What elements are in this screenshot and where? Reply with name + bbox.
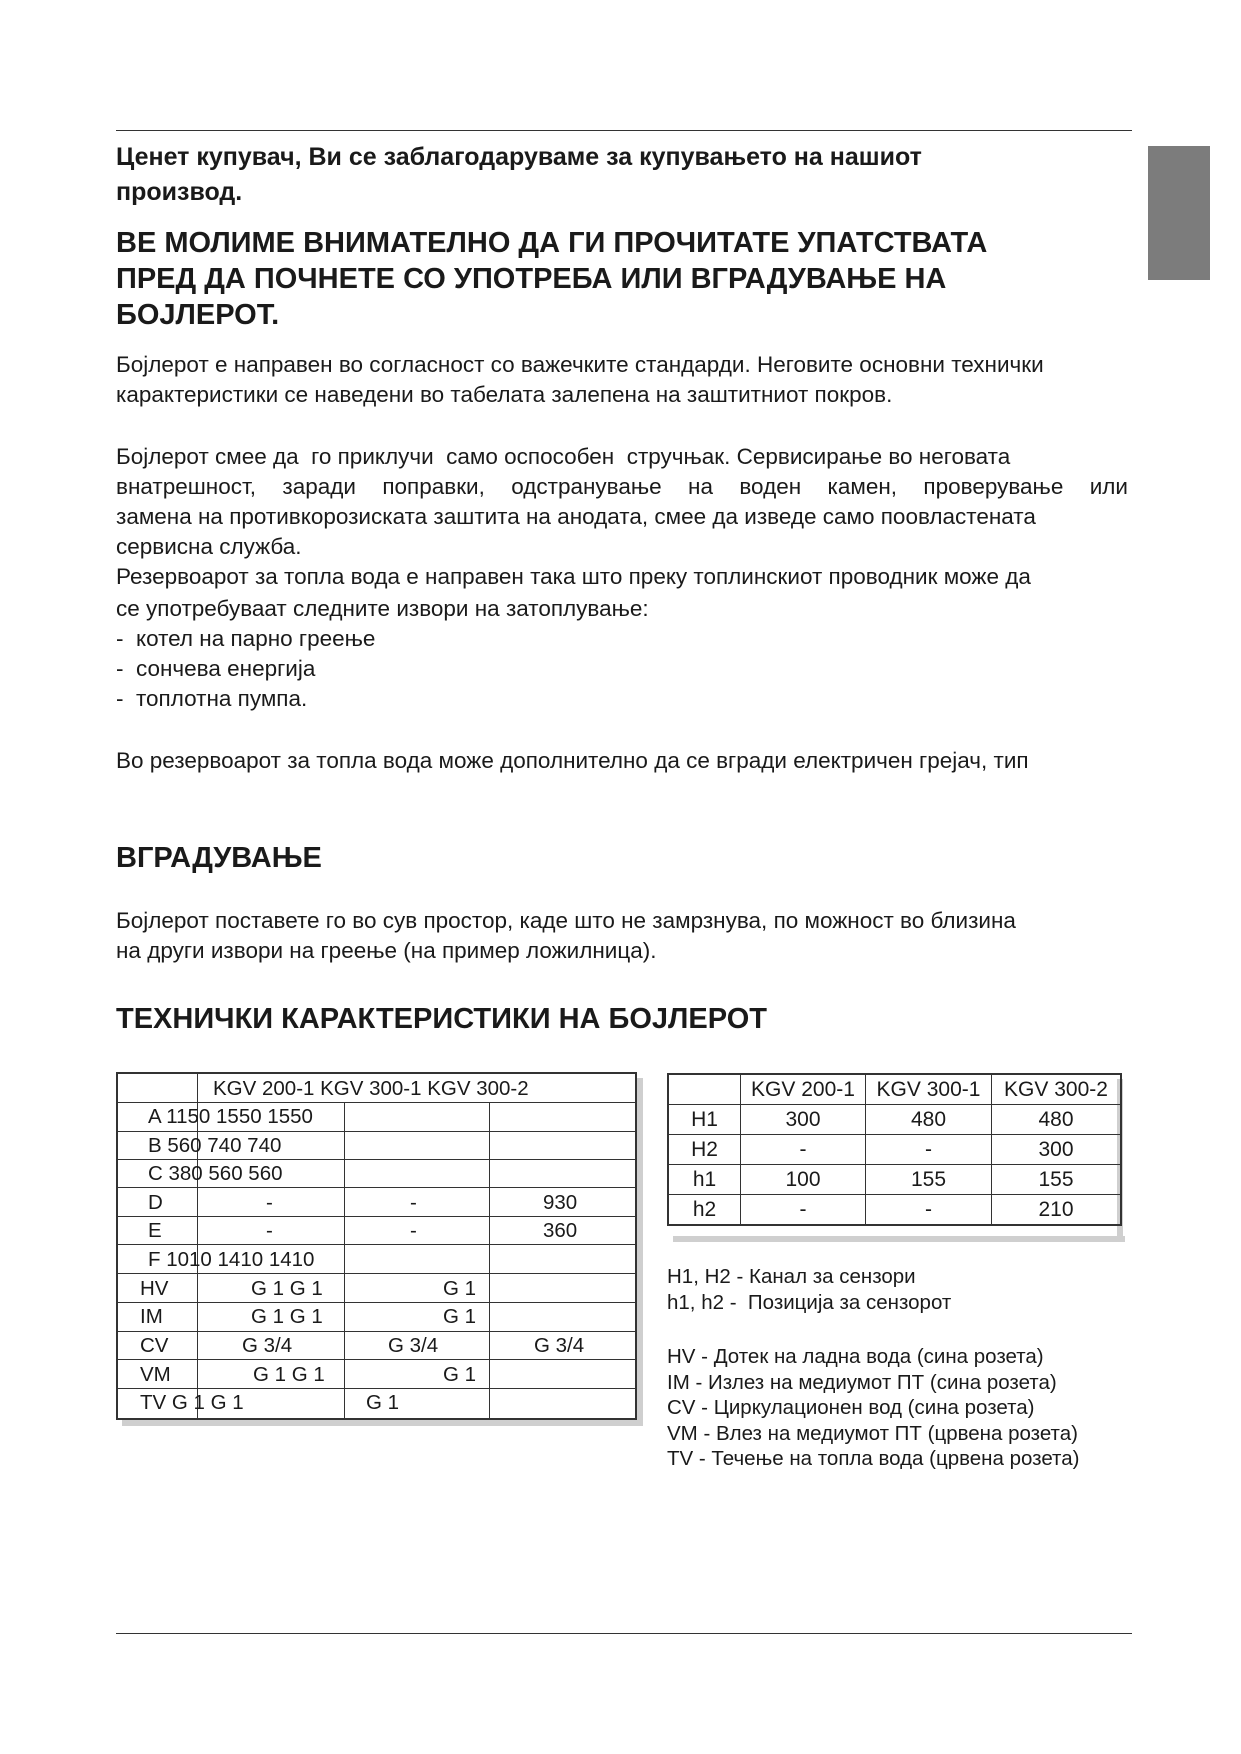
table-cell: IM — [140, 1305, 163, 1328]
connection-legend: HV - Дотек на ладна вода (сина розета) IM - Излез на медиумот ПТ (сина розета) CV - Циркулационен вод (сина розета) VM - Влез на медиумот ПТ (црвена розета) TV - Течење на топла вода (црвена розета) — [667, 1345, 1080, 1470]
table-gridline — [489, 1103, 490, 1418]
table-gridline — [118, 1159, 635, 1160]
table-cell: - — [866, 1195, 992, 1226]
sensor-table — [667, 1073, 1122, 1226]
table-gridline — [118, 1331, 635, 1332]
table-cell: 300 — [992, 1135, 1122, 1165]
top-rule — [116, 130, 1132, 131]
table-cell: - — [410, 1219, 417, 1242]
table-cell: G 1 — [443, 1305, 477, 1328]
table-cell: h1 — [668, 1165, 741, 1195]
table-cell: 155 — [992, 1165, 1122, 1195]
table-gridline — [118, 1131, 635, 1132]
table-row — [668, 1135, 1121, 1165]
table-gridline — [118, 1187, 635, 1188]
table-cell: HV — [140, 1277, 169, 1300]
table-cell: D — [148, 1191, 163, 1214]
installation-heading: ВГРАДУВАЊЕ — [116, 842, 322, 874]
table-gridline — [118, 1273, 635, 1274]
table-header — [668, 1074, 741, 1105]
installation-paragraph: Бојлерот поставете го во сув простор, каде што не замрзнува, по можност во близина на други извори на греење (на пример ложилница). — [116, 908, 1016, 963]
table-cell: G 3/4 — [242, 1334, 293, 1357]
table-header: KGV 200-1 — [741, 1074, 866, 1105]
table-cell: F 1010 1410 1410 — [148, 1248, 315, 1271]
table-header: KGV 300-1 — [866, 1074, 992, 1105]
table-cell: - — [266, 1191, 273, 1214]
table-shadow — [673, 1236, 1125, 1242]
table-row — [668, 1105, 1121, 1135]
table-cell: 480 — [992, 1105, 1122, 1135]
table-cell: G 1 G 1 — [251, 1305, 323, 1328]
table-shadow — [122, 1420, 643, 1426]
table-cell: G 1 — [443, 1363, 477, 1386]
table-cell: 360 — [543, 1219, 578, 1242]
heater-paragraph: Во резервоарот за топла вода може дополнително да се вгради електричен грејач, тип — [116, 748, 1029, 773]
dimensions-table — [116, 1072, 637, 1420]
table-cell: 100 — [741, 1165, 866, 1195]
table-cell: 210 — [992, 1195, 1122, 1226]
sensor-legend: H1, H2 - Канал за сензори h1, h2 - Позиција за сензорот — [667, 1265, 952, 1314]
table-cell: B 560 740 740 — [148, 1134, 282, 1157]
table-cell: C 380 560 560 — [148, 1162, 283, 1185]
standards-paragraph: Бојлерот е направен во согласност со важечките стандарди. Неговите основни технички карактеристики се наведени во табелата залепена на заштитниот покров. — [116, 352, 1044, 407]
table-row — [668, 1195, 1121, 1226]
table-cell: 300 — [741, 1105, 866, 1135]
table-gridline — [118, 1102, 635, 1103]
table-gridline — [118, 1244, 635, 1245]
table-gridline — [118, 1302, 635, 1303]
table-cell: - — [741, 1195, 866, 1226]
table-row — [668, 1074, 1121, 1105]
technical-heading: ТЕХНИЧКИ КАРАКТЕРИСТИКИ НА БОЈЛЕРОТ — [116, 1003, 767, 1035]
table-shadow — [637, 1078, 643, 1426]
table-cell: CV — [140, 1334, 169, 1357]
table-cell: G 1 G 1 — [251, 1277, 323, 1300]
list-item: - котел на парно греење — [116, 626, 376, 651]
table-header: KGV 200-1 KGV 300-1 KGV 300-2 — [213, 1077, 529, 1100]
greeting: Ценет купувач, Ви се заблагодаруваме за купувањето на нашиот производ. — [116, 143, 922, 206]
table-cell: G 1 G 1 — [253, 1363, 325, 1386]
table-cell: G 3/4 — [534, 1334, 585, 1357]
table-gridline — [118, 1388, 635, 1389]
table-header: KGV 300-2 — [992, 1074, 1122, 1105]
table-gridline — [118, 1216, 635, 1217]
table-gridline — [344, 1103, 345, 1418]
table-cell: H1 — [668, 1105, 741, 1135]
warning-heading: ВЕ МОЛИМЕ ВНИМАТЕЛНО ДА ГИ ПРОЧИТАТЕ УПАТСТВАТА ПРЕД ДА ПОЧНЕТЕ СО УПОТРЕБА ИЛИ ВГРАДУВАЊЕ НА БОЈЛЕРОТ. — [116, 227, 988, 331]
table-gridline — [118, 1359, 635, 1360]
table-cell: 930 — [543, 1191, 578, 1214]
list-item: - сончева енергија — [116, 656, 316, 681]
table-cell: G 3/4 — [388, 1334, 439, 1357]
bottom-rule — [116, 1633, 1132, 1634]
table-cell: - — [266, 1219, 273, 1242]
table-cell: - — [410, 1191, 417, 1214]
table-cell: G 1 — [443, 1277, 477, 1300]
table-cell: G 1 — [366, 1391, 400, 1414]
table-cell: - — [741, 1135, 866, 1165]
table-cell: A 1150 1550 1550 — [148, 1105, 313, 1128]
list-item: - топлотна пумпа. — [116, 686, 308, 711]
table-cell: VM — [140, 1363, 171, 1386]
table-cell: 480 — [866, 1105, 992, 1135]
section-tab-marker — [1148, 146, 1210, 280]
table-cell: h2 — [668, 1195, 741, 1226]
table-cell: 155 — [866, 1165, 992, 1195]
table-cell: E — [148, 1219, 162, 1242]
table-row — [668, 1165, 1121, 1195]
table-cell: TV G 1 G 1 — [140, 1391, 244, 1414]
table-cell: - — [866, 1135, 992, 1165]
connection-paragraph: Бојлерот смее да го приклучи само оспособен стручњак. Сервисирање во неговата внатрешност, заради поправки, одстранување на воден камен, проверување или замена на противкорозиската заштита на анодата, смее да изведе само поовластената сервисна служба. Резервоарот за топла вода е направен така што преку топлинскиот проводник може да се употребуваат следните извори на затоплување: - котел на парно греење - сончева енергија - топлотна пумпа. — [116, 442, 1156, 714]
table-cell: H2 — [668, 1135, 741, 1165]
